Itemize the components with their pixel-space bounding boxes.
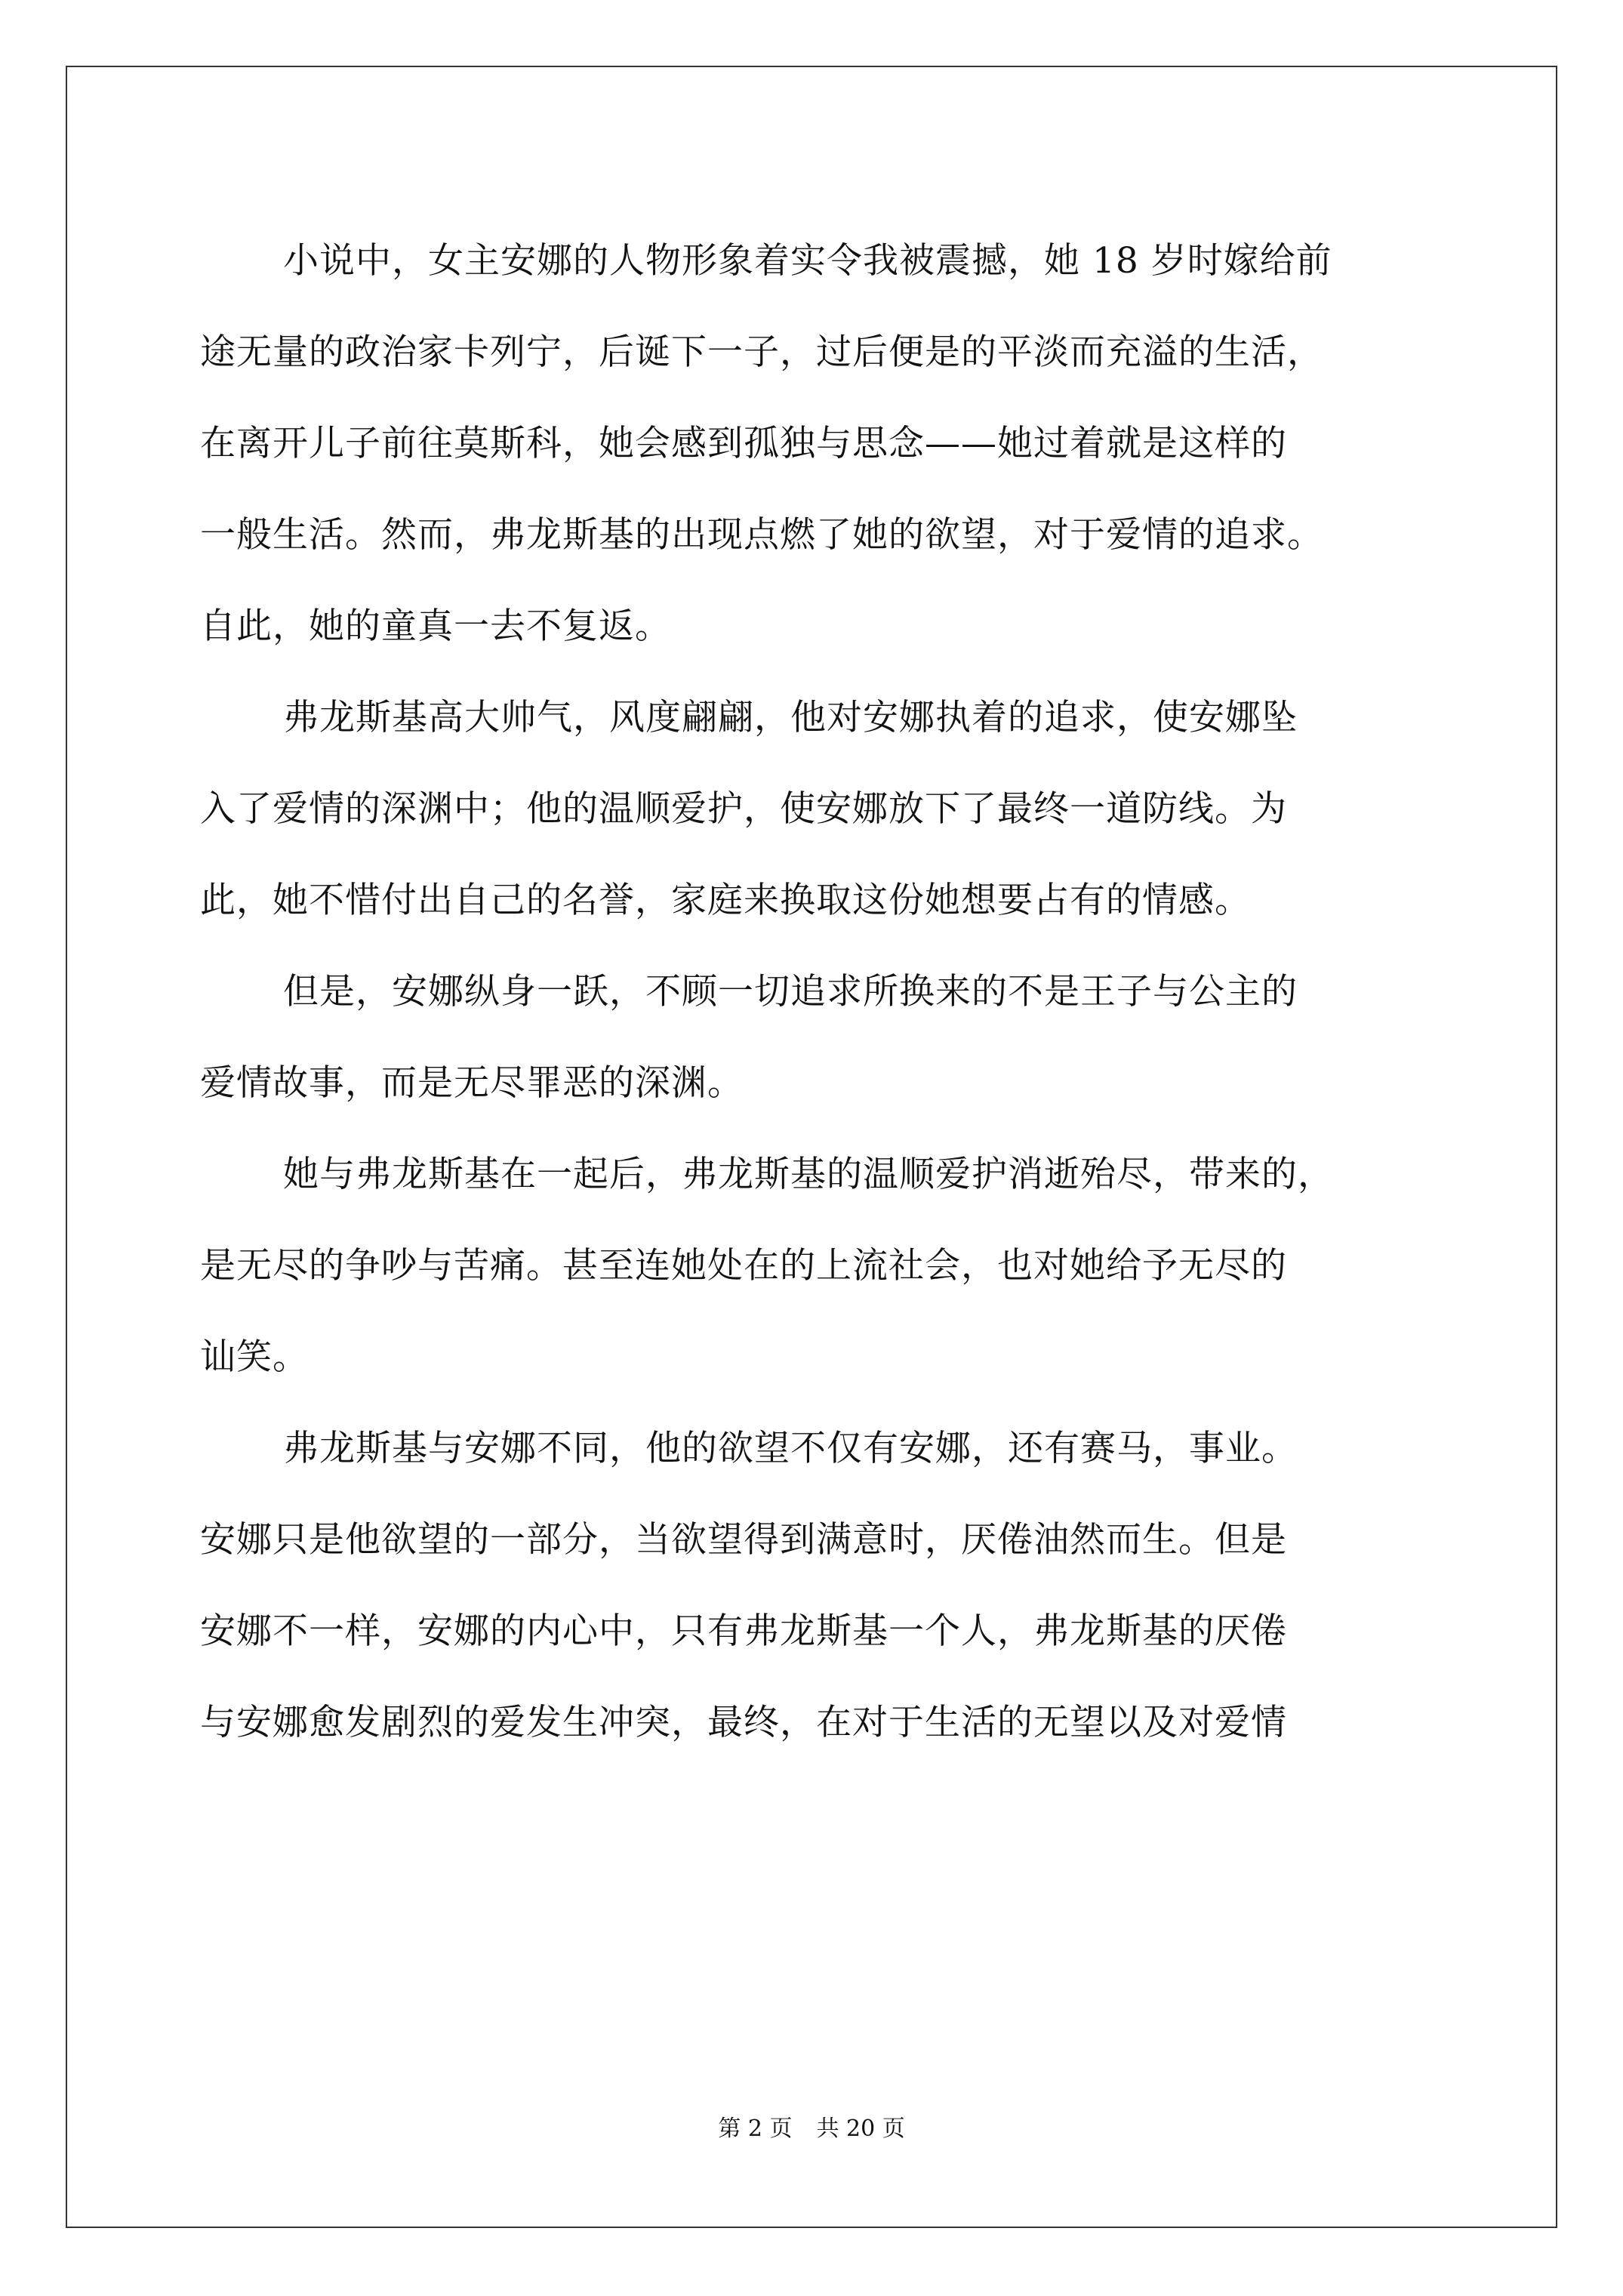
text-line: 弗龙斯基高大帅气，风度翩翩，他对安娜执着的追求，使安娜坠 [283,697,1298,738]
text-line: 此，她不惜付出自己的名誉，家庭来换取这份她想要占有的情感。 [200,880,1251,921]
text-line: 入了爱情的深渊中；他的温顺爱护，使安娜放下了最终一道防线。为 [200,788,1287,830]
text-line: 弗龙斯基与安娜不同，他的欲望不仅有安娜，还有赛马，事业。 [283,1428,1298,1469]
text-line: 安娜只是他欲望的一部分，当欲望得到满意时，厌倦油然而生。但是 [200,1519,1287,1561]
text-line: 但是，安娜纵身一跃，不顾一切追求所换来的不是王子与公主的 [283,971,1298,1012]
text-line: 安娜不一样，安娜的内心中，只有弗龙斯基一个人，弗龙斯基的厌倦 [200,1610,1287,1652]
text-line: 与安娜愈发剧烈的爱发生冲突，最终，在对于生活的无望以及对爱情 [200,1702,1287,1743]
text-line: 是无尽的争吵与苦痛。甚至连她处在的上流社会，也对她给予无尽的 [200,1245,1287,1287]
page-footer [0,2114,1623,2144]
text-line: 在离开儿子前往莫斯科，她会感到孤独与思念——她过着就是这样的 [200,423,1287,464]
document-body [200,215,1431,1768]
text-line: 爱情故事，而是无尽罪恶的深渊。 [200,1062,744,1104]
text-line: 小说中，女主安娜的人物形象着实令我被震撼，她 18 岁时嫁给前 [283,240,1332,282]
text-line: 途无量的政治家卡列宁，后诞下一子，过后便是的平淡而充溢的生活， [200,331,1323,373]
text-line: 一般生活。然而，弗龙斯基的出现点燃了她的欲望，对于爱情的追求。 [200,514,1323,556]
text-line: 她与弗龙斯基在一起后，弗龙斯基的温顺爱护消逝殆尽，带来的， [283,1154,1334,1195]
text-line: 讪笑。 [200,1336,309,1378]
page-number: 第 2 页 [718,2116,793,2142]
text-line: 自此，她的童真一去不复返。 [200,606,671,647]
page-total: 共 20 页 [816,2116,905,2142]
